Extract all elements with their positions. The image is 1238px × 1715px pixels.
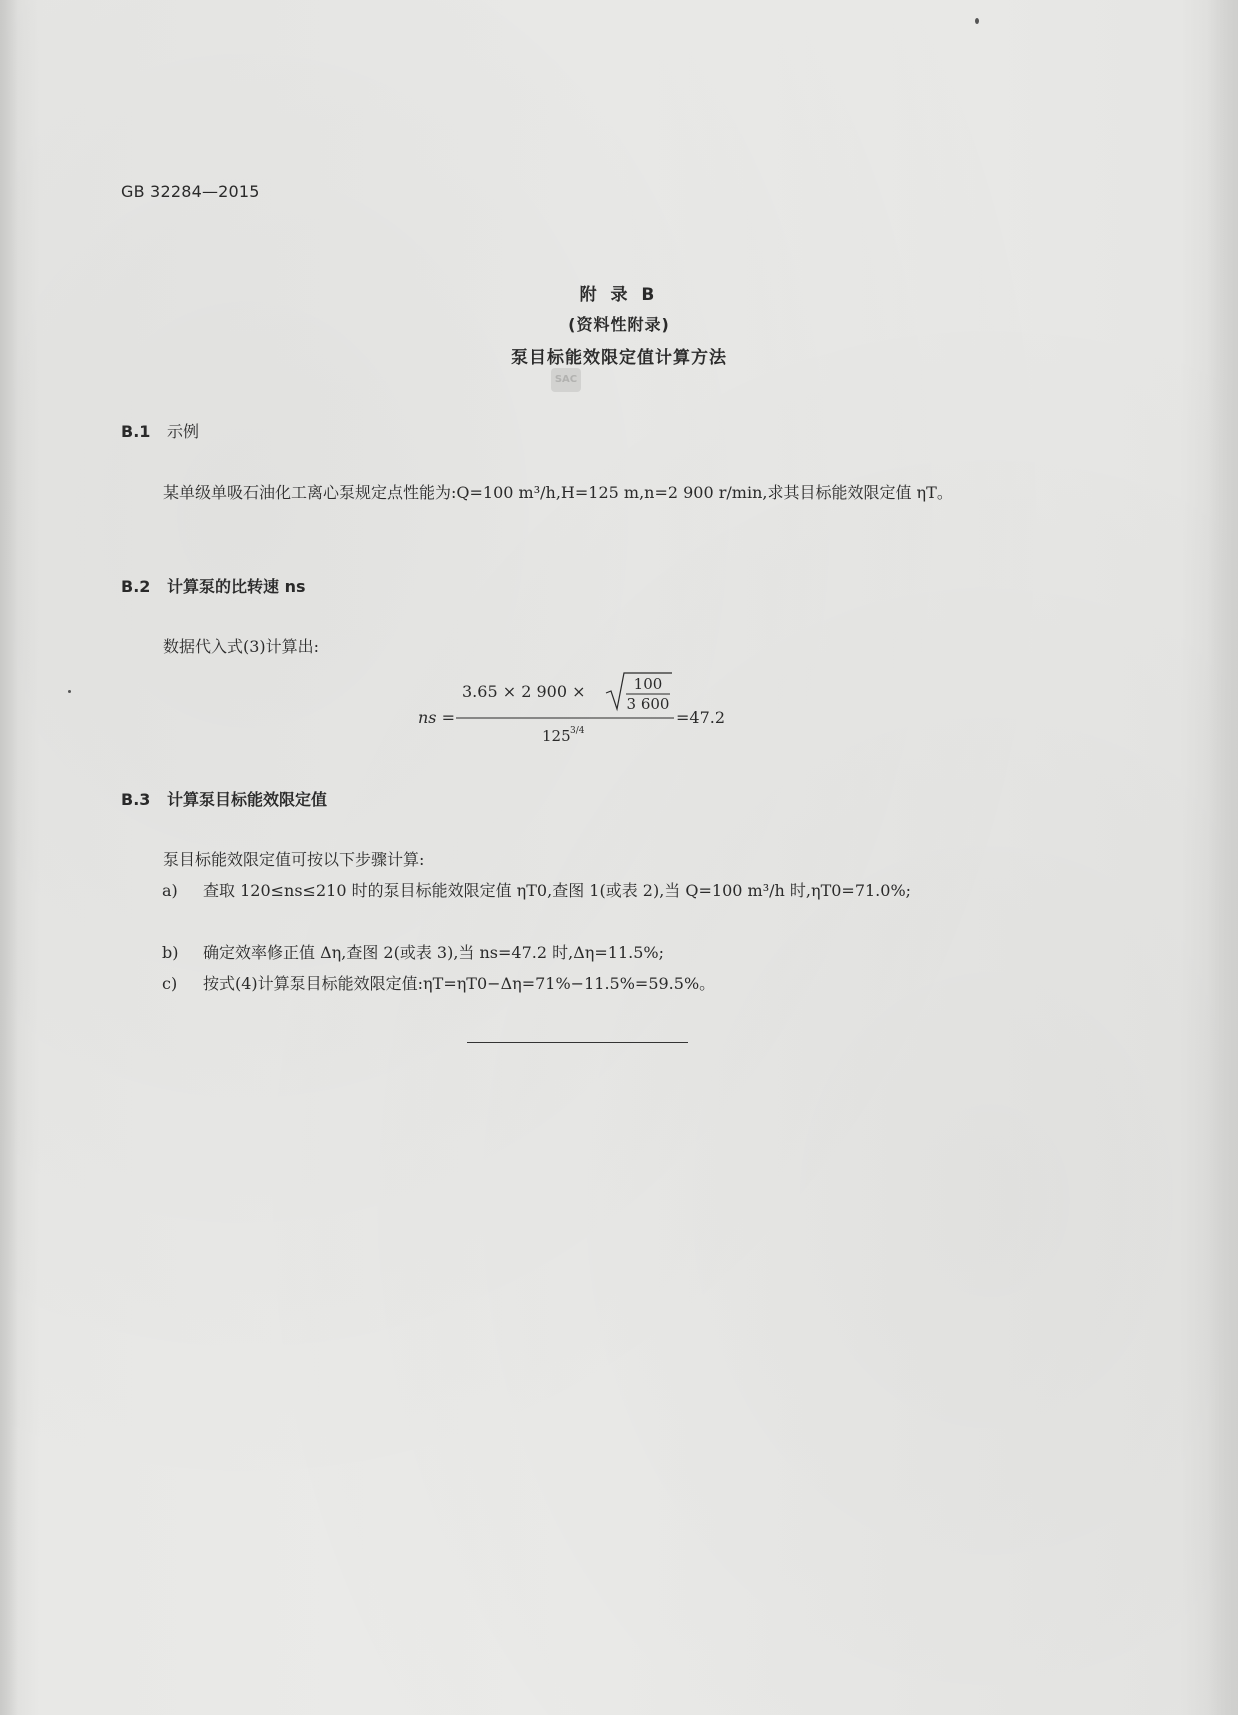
end-rule xyxy=(467,1042,688,1043)
watermark-stamp: SAC xyxy=(551,368,581,392)
section-b1-body: 某单级单吸石油化工离心泵规定点性能为:Q=100 m³/h,H=125 m,n=2 900 r/min,求其目标能效限定值 ηT。 xyxy=(163,483,953,502)
list-item-text: 查取 120≤ns≤210 时的泵目标能效限定值 ηT0,查图 1(或表 2),当 Q=100 m³/h 时,ηT0=71.0%; xyxy=(203,881,912,900)
list-item xyxy=(162,968,1032,999)
scan-edge-left xyxy=(0,0,18,1715)
root-numerator: 100 xyxy=(633,675,663,693)
specific-speed-formula xyxy=(410,665,810,745)
document-number: GB 32284—2015 xyxy=(121,182,260,201)
formula-numerator-lead: 3.65 × 2 900 × xyxy=(462,682,586,701)
section-b2-number: B.2 xyxy=(121,577,151,596)
section-b1-title: 示例 xyxy=(167,422,200,441)
section-b3-heading xyxy=(121,787,327,810)
formula-denominator-exponent: 3/4 xyxy=(570,726,585,736)
scan-edge-right xyxy=(1208,0,1238,1715)
list-item-marker: a) xyxy=(162,881,178,900)
appendix-type: (资料性附录) xyxy=(568,315,670,334)
formula-result: =47.2 xyxy=(676,708,726,727)
section-b1-heading xyxy=(121,419,199,442)
list-item xyxy=(162,937,1032,968)
scan-speck xyxy=(975,18,979,24)
appendix-title: 泵目标能效限定值计算方法 xyxy=(511,348,727,368)
formula-denominator: 125 xyxy=(542,727,571,745)
appendix-label: 附 录 B xyxy=(579,285,659,305)
section-b2-heading xyxy=(121,574,306,597)
section-b1-number: B.1 xyxy=(121,422,151,441)
list-item-text: 确定效率修正值 Δη,查图 2(或表 3),当 ns=47.2 时,Δη=11.5%; xyxy=(203,943,664,962)
section-b3-title: 计算泵目标能效限定值 xyxy=(167,790,328,809)
list-item-marker: b) xyxy=(162,943,179,962)
list-item xyxy=(162,875,1032,906)
formula-lhs: ns = xyxy=(418,708,456,727)
section-b2-title: 计算泵的比转速 ns xyxy=(167,577,306,596)
section-b3-intro: 泵目标能效限定值可按以下步骤计算: xyxy=(163,850,425,869)
list-item-text: 按式(4)计算泵目标能效限定值:ηT=ηT0−Δη=71%−11.5%=59.5%。 xyxy=(203,974,716,993)
section-b3-number: B.3 xyxy=(121,790,151,809)
section-b2-intro: 数据代入式(3)计算出: xyxy=(163,637,320,656)
scan-speck xyxy=(68,690,71,693)
root-denominator: 3 600 xyxy=(626,695,670,713)
list-item-marker: c) xyxy=(162,974,178,993)
